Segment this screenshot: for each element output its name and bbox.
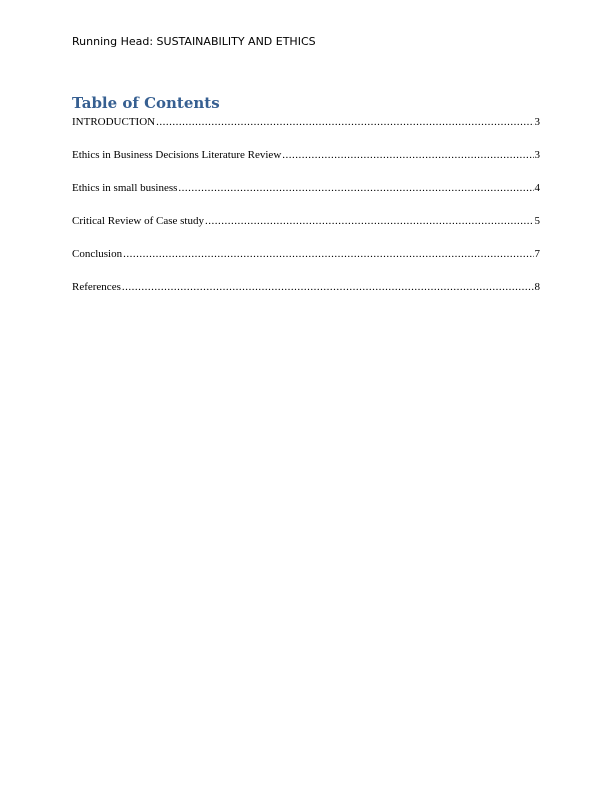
toc-entry-label: Ethics in small business bbox=[72, 182, 178, 194]
toc-entry-page-number: 3 bbox=[534, 116, 540, 128]
toc-entry-page-number: 8 bbox=[534, 281, 540, 293]
toc-entry-label: INTRODUCTION bbox=[72, 116, 156, 128]
toc-entry-introduction[interactable] bbox=[72, 116, 540, 130]
toc-entry-ethics-small-business[interactable] bbox=[72, 182, 540, 196]
toc-entry-page-number: 5 bbox=[534, 215, 540, 227]
toc-entry-conclusion[interactable] bbox=[72, 248, 540, 262]
dot-leader bbox=[282, 149, 533, 161]
toc-entry-label: Ethics in Business Decisions Literature Review bbox=[72, 149, 282, 161]
dot-leader bbox=[122, 281, 534, 293]
dot-leader bbox=[205, 215, 534, 227]
toc-entry-critical-review[interactable] bbox=[72, 215, 540, 229]
toc-entry-references[interactable] bbox=[72, 281, 540, 295]
toc-entry-ethics-business-decisions[interactable] bbox=[72, 149, 540, 163]
dot-leader bbox=[123, 248, 533, 260]
toc-entry-label: Conclusion bbox=[72, 248, 123, 260]
dot-leader bbox=[156, 116, 533, 128]
toc-entry-page-number: 4 bbox=[534, 182, 540, 194]
running-head: Running Head: SUSTAINABILITY AND ETHICS bbox=[72, 35, 316, 48]
toc-entry-label: Critical Review of Case study bbox=[72, 215, 204, 227]
toc-entry-label: References bbox=[72, 281, 121, 293]
toc-entry-page-number: 7 bbox=[534, 248, 540, 260]
dot-leader bbox=[178, 182, 533, 194]
toc-title: Table of Contents bbox=[72, 94, 220, 112]
toc-entry-page-number: 3 bbox=[534, 149, 540, 161]
table-of-contents bbox=[72, 116, 540, 314]
